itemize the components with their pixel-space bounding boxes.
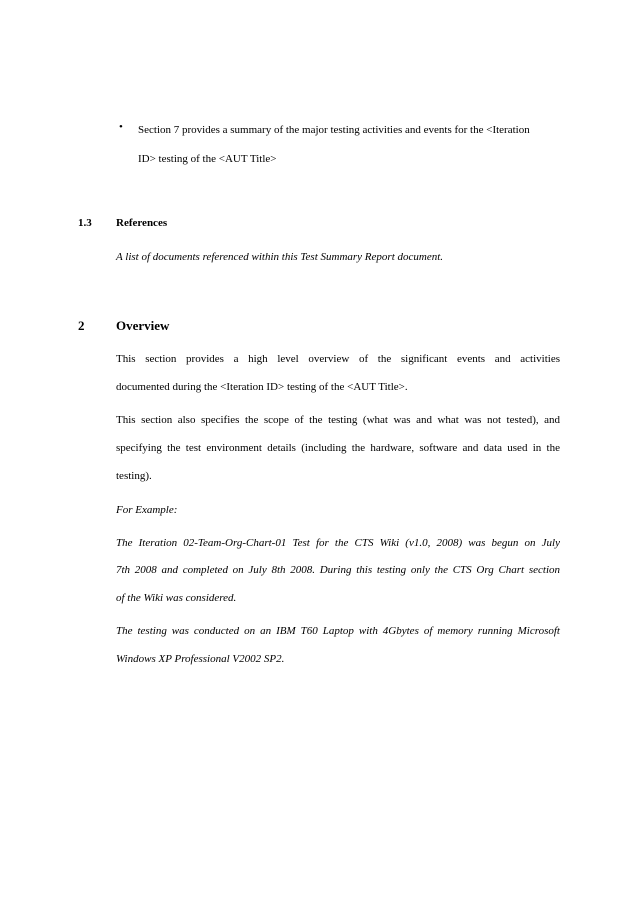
example-line: of the Wiki was considered. [116,592,237,604]
paragraph-line: documented during the <Iteration ID> testing of the <AUT Title>. [116,381,408,393]
bullet-text-line-2: ID> testing of the <AUT Title> [138,153,277,165]
section-number: 1.3 [78,217,92,229]
paragraph-line: This section provides a high level overview of the significant events and activities [116,353,560,365]
section-number: 2 [78,318,85,333]
paragraph-line: testing). [116,470,152,482]
example-line: Windows XP Professional V2002 SP2. [116,653,285,665]
bullet-icon: • [119,121,123,133]
section-heading: References [116,217,168,229]
example-line: 7th 2008 and completed on July 8th 2008. During this testing only the CTS Org Chart section [116,564,560,576]
paragraph-line: This section also specifies the scope of the testing (what was and what was not tested), and [116,414,560,426]
bullet-text-line-1: Section 7 provides a summary of the major testing activities and events for the <Iteration [138,124,530,136]
section-heading: Overview [116,318,170,333]
example-line: The testing was conducted on an IBM T60 Laptop with 4Gbytes of memory running Microsoft [116,625,560,637]
section-note: A list of documents referenced within this Test Summary Report document. [116,251,444,263]
example-label: For Example: [116,504,178,516]
example-line: The Iteration 02-Team-Org-Chart-01 Test for the CTS Wiki (v1.0, 2008) was begun on July [116,537,560,549]
paragraph-line: specifying the test environment details (including the hardware, software and data used in the [116,442,560,454]
